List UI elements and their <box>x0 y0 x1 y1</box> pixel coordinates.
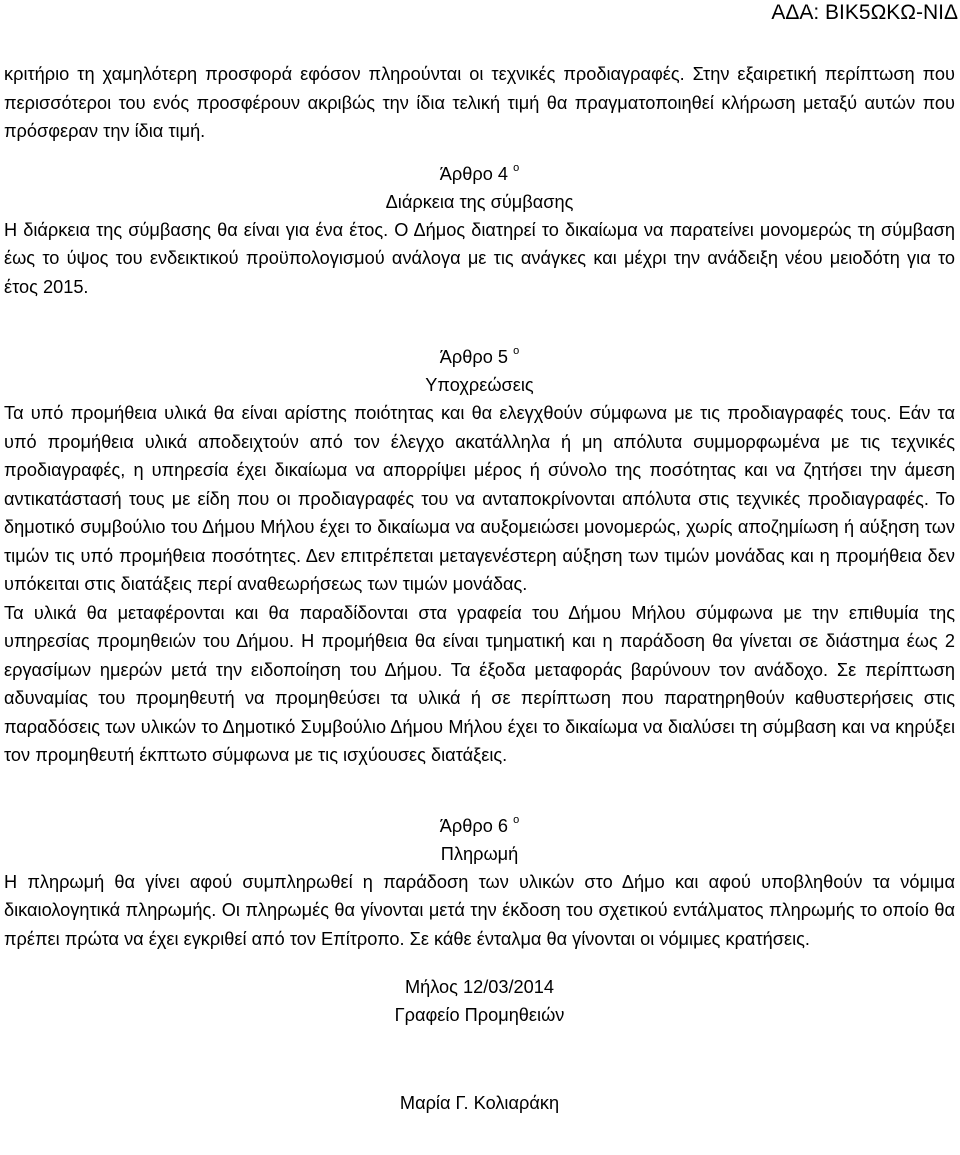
article-5-ordinal: ο <box>513 345 520 357</box>
article-5-body-2: Τα υλικά θα μεταφέρονται και θα παραδίδονται στα γραφεία του Δήμου Μήλου σύμφωνα με την επιθυμία της υπηρεσίας προμηθειών του Δήμου. Η προμήθεια θα είναι τμηματική και η παράδοση θα γίνεται σε διάστημα έως 2 εργασίμων ημερών μετά την ειδοποίηση του Δήμου. Τα έξοδα μεταφοράς βαρύνουν τον ανάδοχο. Σε περίπτωση αδυναμίας του προμηθευτή να προμηθεύσει τα υλικά ή σε περίπτωση που παρατηρηθούν καθυστερήσεις στις παραδόσεις των υλικών το Δημοτικό Συμβούλιο Δήμου Μήλου έχει το δικαίωμα να διαλύσει τη σύμβαση και να κηρύξει τον προμηθευτή έκπτωτο σύμφωνα με τις ισχύουσες διατάξεις. <box>4 602 955 765</box>
article-4-ordinal: ο <box>513 161 520 174</box>
article-4-heading <box>4 160 955 188</box>
article-5-heading <box>4 343 955 371</box>
article-6-label: Άρθρο 6 <box>439 815 509 836</box>
article-4-body: Η διάρκεια της σύμβασης θα είναι για ένα έτος. Ο Δήμος διατηρεί το δικαίωμα να παρατείνει μονομερώς τη σύμβαση έως το ύψος του ενδεικτικού προϋπολογισμού ανάλογα με τις ανάγκες και μέχρι την ανάδειξη νέου μειοδότη για το έτος 2015. <box>4 219 955 297</box>
article-4-title: Διάρκεια της σύμβασης <box>385 191 574 212</box>
article-5-title: Υποχρεώσεις <box>425 375 534 395</box>
article-6-title: Πληρωμή <box>440 843 519 864</box>
signatory-name: Μαρία Γ. Κολιαράκη <box>399 1093 560 1113</box>
ada-code: ΑΔΑ: ΒΙΚ5ΩΚΩ-ΝΙΔ <box>771 1 958 24</box>
article-6-ordinal: ο <box>513 813 520 826</box>
place-date: Μήλος 12/03/2014 <box>404 977 555 997</box>
intro-paragraph: κριτήριο τη χαμηλότερη προσφορά εφόσον πληρούνται οι τεχνικές προδιαγραφές. Στην εξαιρετική περίπτωση που περισσότεροι του ενός προσφέρουν ακριβώς την ίδια τελική τιμή θα πραγματοποιηθεί κλήρωση μεταξύ αυτών που πρόσφεραν την ίδια τιμή. <box>4 64 955 141</box>
office-name: Γραφείο Προμηθειών <box>394 1005 565 1025</box>
article-4-label: Άρθρο 4 <box>439 163 509 184</box>
article-6-heading <box>4 812 955 840</box>
article-6-body: Η πληρωμή θα γίνει αφού συμπληρωθεί η παράδοση των υλικών στο Δήμο και αφού υποβληθούν τα νόμιμα δικαιολογητικά πληρωμής. Οι πληρωμές θα γίνονται μετά την έκδοση του σχετικού εντάλματος πληρωμής το οποίο θα πρέπει πρώτα να έχει εγκριθεί από τον Επίτροπο. Σε κάθε ένταλμα θα γίνονται οι νόμιμες κρατήσεις. <box>4 871 955 949</box>
article-5-label: Άρθρο 5 <box>439 347 509 367</box>
article-5-body-1: Τα υπό προμήθεια υλικά θα είναι αρίστης ποιότητας και θα ελεγχθούν σύμφωνα με τις προδιαγραφές τους. Εάν τα υπό προμήθεια υλικά αποδειχτούν από τον έλεγχο ακατάλληλα ή μη απόλυτα συμμορφωμένα με τις τεχνικές προδιαγραφές, η υπηρεσία έχει δικαίωμα να απορρίψει μέρος ή σύνολο της ποσότητας και να ζητήσει την άμεση αντικατάστασή τους με είδη που οι προδιαγραφές του να ανταποκρίνονται απόλυτα στις τεχνικές προδιαγραφές. Το δημοτικό συμβούλιο του Δήμου Μήλου έχει το δικαίωμα να αυξομειώσει μονομερώς, χωρίς αποζημίωση ή αύξηση των τιμών τις υπό προμήθεια ποσότητες. Δεν επιτρέπεται μεταγενέστερη αύξηση των τιμών μονάδας και η προμήθεια δεν υπόκειται στις διατάξεις περί αναθεωρήσεως των τιμών μονάδας. <box>4 403 955 594</box>
document-page <box>4 60 955 1117</box>
